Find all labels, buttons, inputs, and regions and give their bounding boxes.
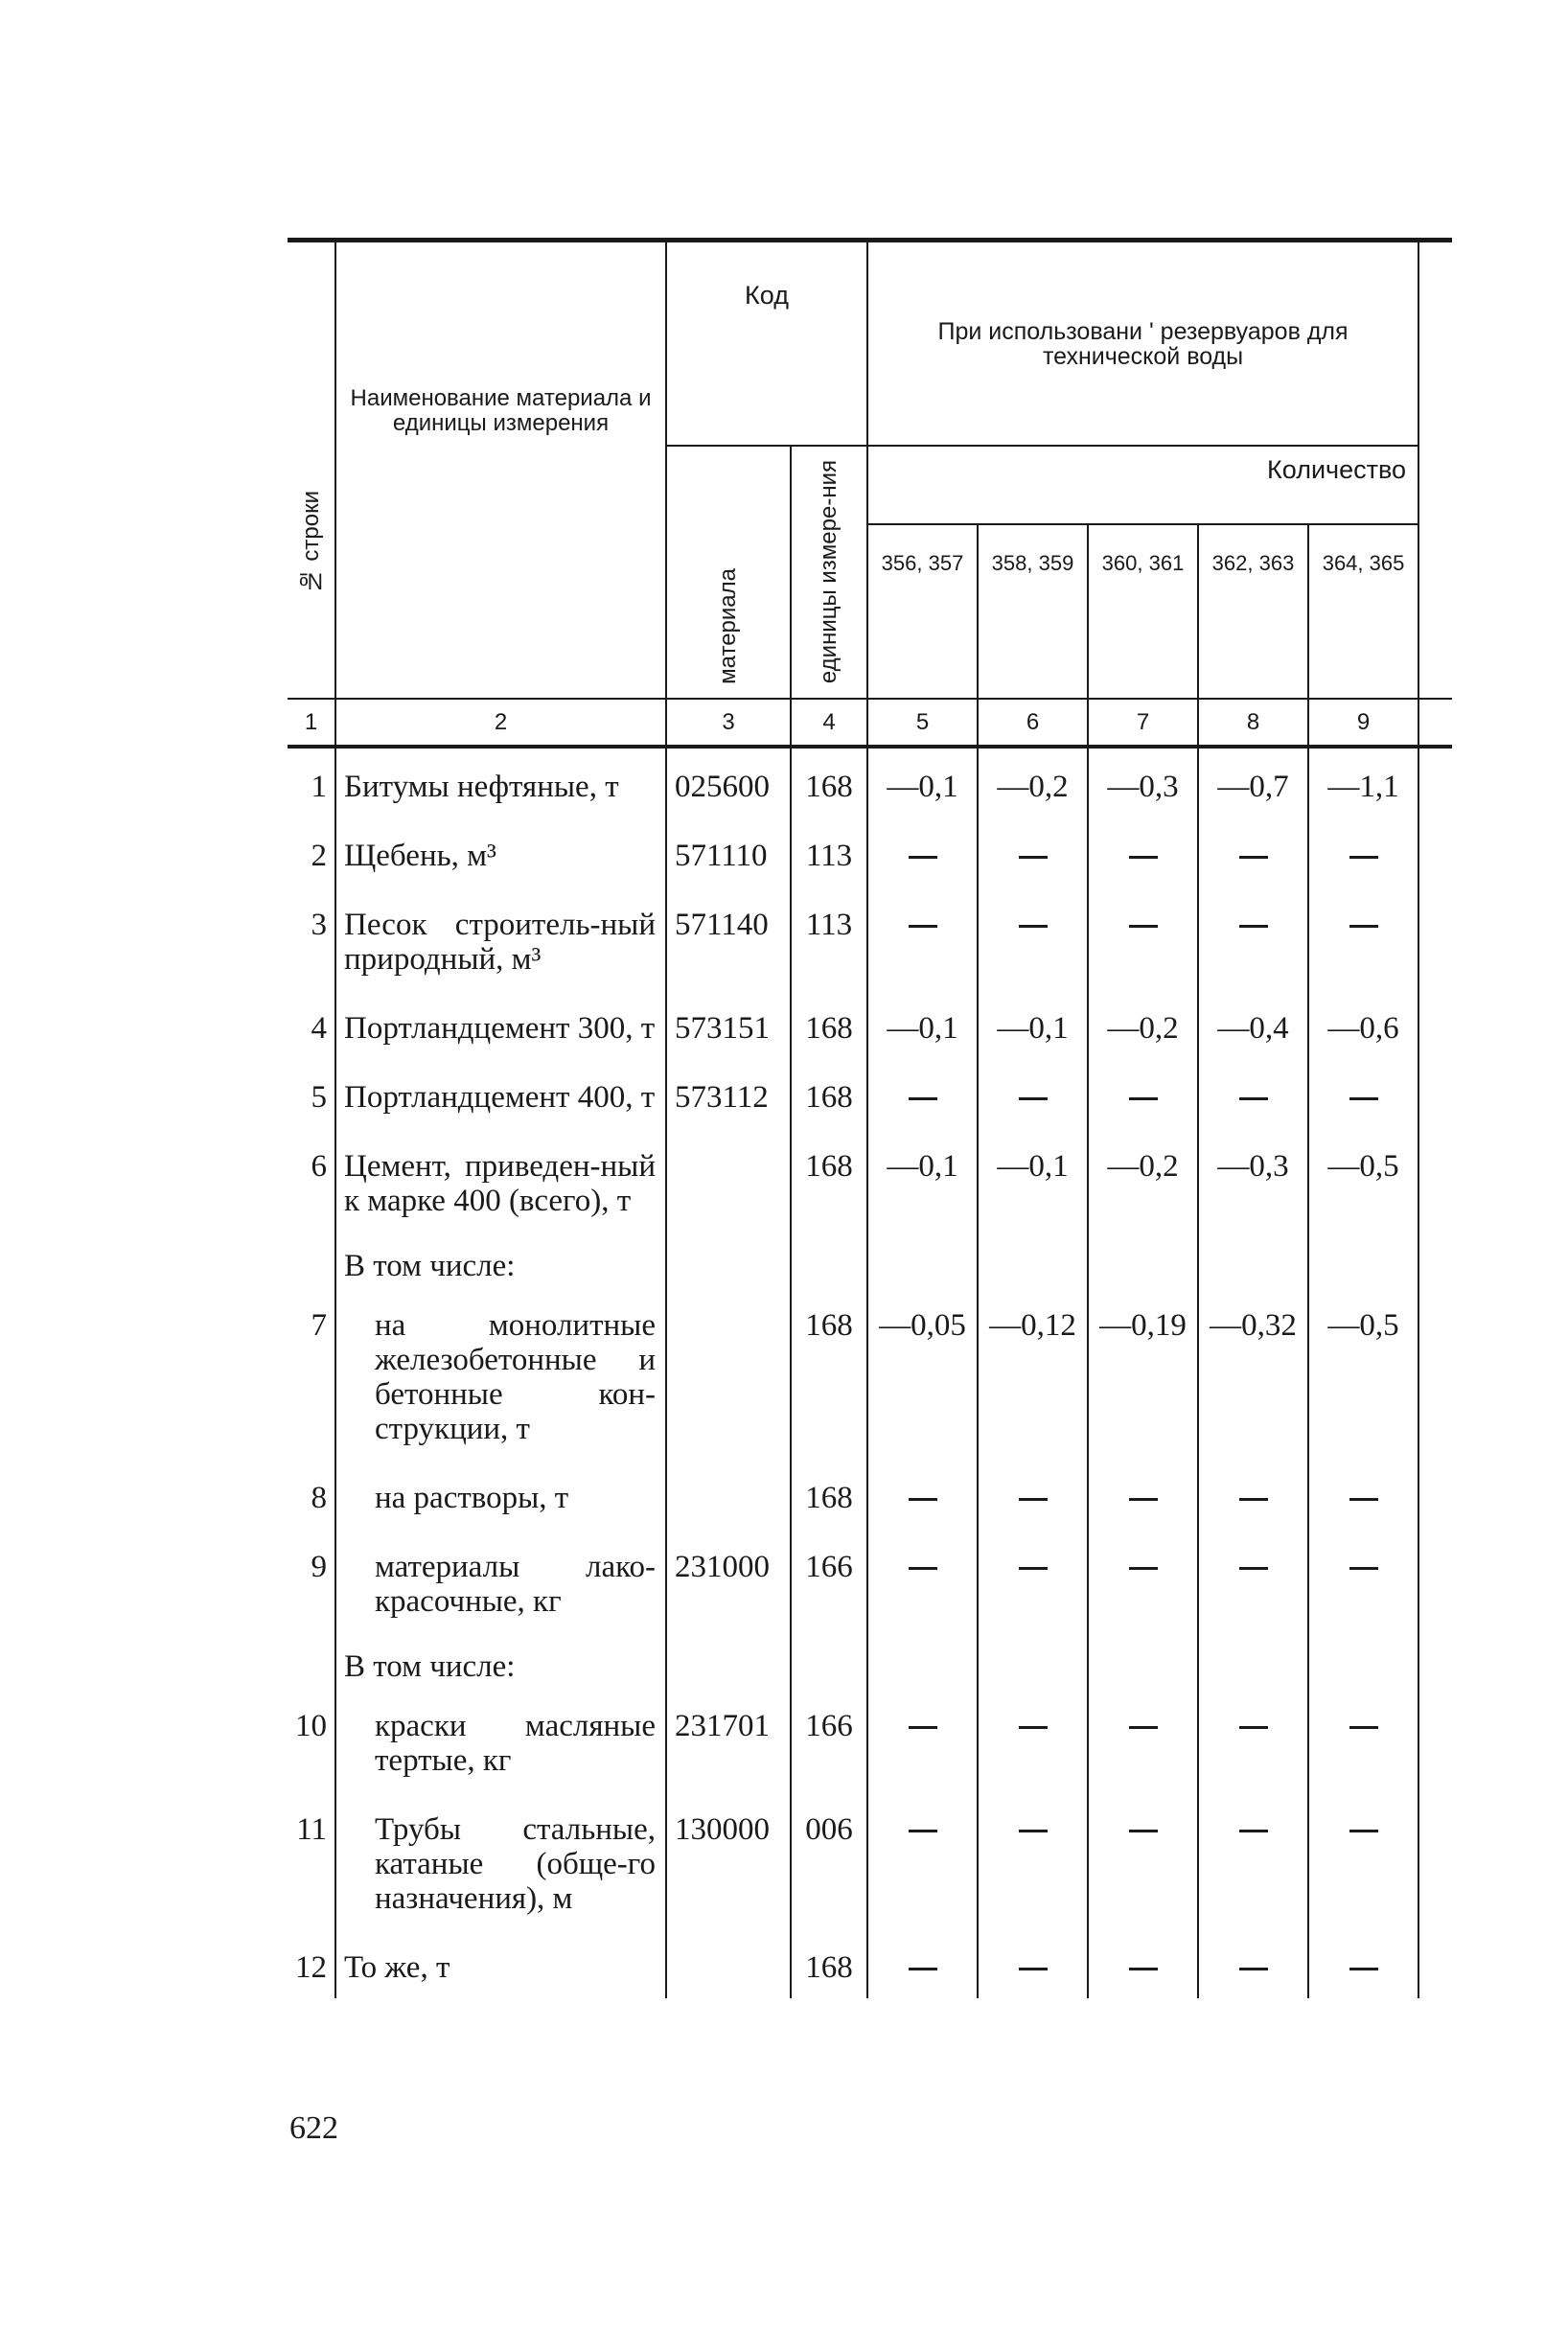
empty-dash bbox=[1019, 1567, 1048, 1570]
value-cell bbox=[1088, 1232, 1198, 1287]
empty-dash bbox=[909, 1968, 937, 1970]
row-number-cell: 12 bbox=[295, 1949, 327, 1985]
empty-dash bbox=[1129, 925, 1158, 928]
column-number-5: 5 bbox=[867, 699, 978, 747]
row-number-header-label: № строки bbox=[297, 490, 324, 593]
empty-dash bbox=[909, 1726, 937, 1729]
empty-dash bbox=[1129, 1968, 1158, 1970]
column-number-8: 8 bbox=[1198, 699, 1308, 747]
empty-dash bbox=[1019, 925, 1048, 928]
value-cell bbox=[978, 1529, 1088, 1632]
spacer-cell bbox=[1418, 1529, 1452, 1632]
subcol-header-8: 362, 363 bbox=[1198, 524, 1308, 698]
empty-dash bbox=[1239, 1498, 1268, 1501]
unit-code-cell: 006 bbox=[791, 1791, 867, 1929]
page-number: 622 bbox=[289, 2110, 338, 2146]
usage-header-continuation bbox=[1418, 241, 1452, 525]
value-cell: —0,32 bbox=[1198, 1287, 1308, 1460]
column-number-2: 2 bbox=[335, 699, 666, 747]
empty-dash bbox=[1019, 1498, 1048, 1501]
unit-code-cell: 113 bbox=[791, 818, 867, 887]
value-cell bbox=[1198, 1232, 1308, 1287]
empty-dash bbox=[909, 1097, 937, 1100]
row-number-cell: 5 bbox=[311, 1079, 327, 1115]
material-code-cell bbox=[666, 1460, 791, 1529]
table-row bbox=[288, 1929, 1452, 1998]
material-name-cell: Трубы стальные, катаные (обще-го назначения), м bbox=[335, 1791, 666, 1929]
table-row bbox=[288, 1128, 1452, 1232]
value-cell: —0,3 bbox=[1198, 1128, 1308, 1232]
value-cell bbox=[1198, 1791, 1308, 1929]
value-cell: —0,2 bbox=[1088, 990, 1198, 1059]
empty-dash bbox=[909, 856, 937, 859]
unit-code-cell: 168 bbox=[791, 1128, 867, 1232]
empty-dash bbox=[1239, 1097, 1268, 1100]
table-row bbox=[288, 1460, 1452, 1529]
empty-dash bbox=[1349, 1968, 1378, 1970]
value-cell bbox=[978, 1688, 1088, 1791]
spacer-cell bbox=[1418, 747, 1452, 818]
material-name-cell: на монолитные железобетонные и бетонные кон-струкции, т bbox=[335, 1287, 666, 1460]
value-cell bbox=[867, 818, 978, 887]
value-cell bbox=[1088, 818, 1198, 887]
name-header: Наименование материала и единицы измерения bbox=[335, 241, 666, 699]
value-cell bbox=[1308, 1232, 1418, 1287]
value-cell bbox=[1308, 1632, 1418, 1688]
value-cell: —0,1 bbox=[978, 1128, 1088, 1232]
material-code-cell: 130000 bbox=[666, 1791, 791, 1929]
spacer-cell bbox=[1418, 1287, 1452, 1460]
value-cell: —0,12 bbox=[978, 1287, 1088, 1460]
empty-dash bbox=[1019, 1968, 1048, 1970]
material-name-cell: Портландцемент 400, т bbox=[335, 1059, 666, 1128]
row-number-cell: 8 bbox=[311, 1480, 327, 1515]
empty-dash bbox=[1129, 1830, 1158, 1832]
row-number-header bbox=[288, 241, 335, 699]
unit-code-header-label: единицы измере-ния bbox=[816, 460, 842, 684]
row-number-cell: 1 bbox=[311, 769, 327, 804]
table-row bbox=[288, 887, 1452, 990]
empty-dash bbox=[1349, 1498, 1378, 1501]
spacer-cell bbox=[1418, 818, 1452, 887]
value-cell bbox=[1088, 1791, 1198, 1929]
material-code-cell bbox=[666, 1128, 791, 1232]
row-number-cell: 10 bbox=[295, 1708, 327, 1743]
row-number-cell: 2 bbox=[311, 838, 327, 873]
value-cell: —0,05 bbox=[867, 1287, 978, 1460]
column-number-1: 1 bbox=[288, 699, 335, 747]
table-row bbox=[288, 990, 1452, 1059]
value-cell bbox=[867, 1791, 978, 1929]
value-cell bbox=[867, 1232, 978, 1287]
value-cell: —0,2 bbox=[1088, 1128, 1198, 1232]
column-number-4: 4 bbox=[791, 699, 867, 747]
material-name-cell: Портландцемент 300, т bbox=[335, 990, 666, 1059]
row-number-cell: 6 bbox=[311, 1148, 327, 1184]
row-number-cell: 11 bbox=[296, 1811, 327, 1847]
empty-dash bbox=[1239, 1726, 1268, 1729]
empty-dash bbox=[909, 925, 937, 928]
table-row bbox=[288, 818, 1452, 887]
material-code-cell: 231000 bbox=[666, 1529, 791, 1632]
value-cell bbox=[1088, 1460, 1198, 1529]
spacer-cell bbox=[1418, 990, 1452, 1059]
unit-code-cell: 168 bbox=[791, 1929, 867, 1998]
row-number-cell bbox=[288, 1232, 335, 1287]
value-cell bbox=[978, 1929, 1088, 1998]
empty-dash bbox=[1349, 1830, 1378, 1832]
value-cell bbox=[1198, 887, 1308, 990]
column-number-spacer bbox=[1418, 699, 1452, 747]
material-code-cell bbox=[666, 1929, 791, 1998]
value-cell bbox=[978, 818, 1088, 887]
value-cell bbox=[1088, 1632, 1198, 1688]
column-number-3: 3 bbox=[666, 699, 791, 747]
value-cell bbox=[1088, 1929, 1198, 1998]
value-cell bbox=[1308, 1791, 1418, 1929]
value-cell bbox=[978, 1232, 1088, 1287]
empty-dash bbox=[909, 1830, 937, 1832]
spacer-cell bbox=[1418, 1128, 1452, 1232]
value-cell bbox=[867, 1529, 978, 1632]
material-code-cell: 571110 bbox=[666, 818, 791, 887]
value-cell bbox=[1198, 818, 1308, 887]
value-cell: —0,3 bbox=[1088, 747, 1198, 818]
material-code-header-label: материала bbox=[715, 567, 741, 684]
value-cell: —0,2 bbox=[978, 747, 1088, 818]
value-cell: —0,1 bbox=[867, 990, 978, 1059]
empty-dash bbox=[1349, 1567, 1378, 1570]
row-number-cell bbox=[288, 1632, 335, 1688]
spacer-cell bbox=[1418, 1059, 1452, 1128]
value-cell bbox=[867, 887, 978, 990]
material-code-cell: 025600 bbox=[666, 747, 791, 818]
empty-dash bbox=[1019, 1097, 1048, 1100]
table-row bbox=[288, 1287, 1452, 1460]
subcol-header-9: 364, 365 bbox=[1308, 524, 1418, 698]
value-cell: —0,6 bbox=[1308, 990, 1418, 1059]
unit-code-cell: 168 bbox=[791, 1287, 867, 1460]
empty-dash bbox=[1239, 925, 1268, 928]
material-code-cell bbox=[666, 1287, 791, 1460]
empty-dash bbox=[1129, 1097, 1158, 1100]
value-cell bbox=[1088, 1059, 1198, 1128]
value-cell bbox=[978, 1460, 1088, 1529]
table-row bbox=[288, 1059, 1452, 1128]
value-cell: —0,1 bbox=[867, 1128, 978, 1232]
unit-code-cell: 166 bbox=[791, 1529, 867, 1632]
value-cell bbox=[1308, 1460, 1418, 1529]
value-cell bbox=[1088, 1529, 1198, 1632]
empty-dash bbox=[1349, 856, 1378, 859]
value-cell bbox=[1088, 887, 1198, 990]
unit-code-cell: 168 bbox=[791, 990, 867, 1059]
value-cell: —0,1 bbox=[978, 990, 1088, 1059]
value-cell bbox=[867, 1632, 978, 1688]
row-number-cell: 3 bbox=[311, 907, 327, 942]
value-cell bbox=[1308, 887, 1418, 990]
material-name-cell: материалы лако-красочные, кг bbox=[335, 1529, 666, 1632]
unit-code-header bbox=[791, 446, 867, 699]
empty-dash bbox=[1239, 1830, 1268, 1832]
table-row bbox=[288, 1529, 1452, 1632]
material-name-cell: То же, т bbox=[335, 1929, 666, 1998]
spacer-cell bbox=[1418, 1929, 1452, 1998]
value-cell bbox=[978, 1059, 1088, 1128]
material-code-cell: 573112 bbox=[666, 1059, 791, 1128]
subtitle-cell: В том числе: bbox=[335, 1632, 666, 1688]
material-name-cell: на растворы, т bbox=[335, 1460, 666, 1529]
material-name-cell: Битумы нефтяные, т bbox=[335, 747, 666, 818]
table-body bbox=[288, 747, 1452, 1998]
value-cell: —0,5 bbox=[1308, 1287, 1418, 1460]
material-code-cell bbox=[666, 1632, 791, 1688]
empty-dash bbox=[1019, 856, 1048, 859]
value-cell bbox=[1308, 1929, 1418, 1998]
value-cell bbox=[978, 1632, 1088, 1688]
code-header: Код bbox=[666, 241, 867, 446]
material-code-cell: 573151 bbox=[666, 990, 791, 1059]
subtitle-cell: В том числе: bbox=[335, 1232, 666, 1287]
material-name-cell: Цемент, приведен-ный к марке 400 (всего), т bbox=[335, 1128, 666, 1232]
value-cell bbox=[1088, 1688, 1198, 1791]
material-name-cell: Песок строитель-ный природный, м³ bbox=[335, 887, 666, 990]
spacer-cell bbox=[1418, 887, 1452, 990]
value-cell bbox=[1308, 1688, 1418, 1791]
empty-dash bbox=[1239, 1567, 1268, 1570]
subcol-header-5: 356, 357 bbox=[867, 524, 978, 698]
column-number-6: 6 bbox=[978, 699, 1088, 747]
row-number-cell: 7 bbox=[311, 1307, 327, 1343]
quantity-header: Количество bbox=[867, 446, 1418, 525]
value-cell bbox=[867, 1688, 978, 1791]
empty-dash bbox=[1129, 1726, 1158, 1729]
value-cell bbox=[1198, 1529, 1308, 1632]
subcol-header-spacer bbox=[1418, 524, 1452, 698]
spacer-cell bbox=[1418, 1632, 1452, 1688]
subcol-header-6: 358, 359 bbox=[978, 524, 1088, 698]
material-code-cell bbox=[666, 1232, 791, 1287]
value-cell: —0,7 bbox=[1198, 747, 1308, 818]
value-cell bbox=[867, 1929, 978, 1998]
table-row bbox=[288, 1688, 1452, 1791]
value-cell bbox=[978, 887, 1088, 990]
spacer-cell bbox=[1418, 1460, 1452, 1529]
value-cell: —0,19 bbox=[1088, 1287, 1198, 1460]
empty-dash bbox=[909, 1567, 937, 1570]
value-cell: —1,1 bbox=[1308, 747, 1418, 818]
empty-dash bbox=[1129, 856, 1158, 859]
empty-dash bbox=[1019, 1830, 1048, 1832]
material-name-cell: Щебень, м³ bbox=[335, 818, 666, 887]
materials-table bbox=[288, 238, 1452, 1998]
empty-dash bbox=[1239, 856, 1268, 859]
value-cell bbox=[1198, 1460, 1308, 1529]
value-cell: —0,5 bbox=[1308, 1128, 1418, 1232]
spacer-cell bbox=[1418, 1688, 1452, 1791]
empty-dash bbox=[1349, 925, 1378, 928]
value-cell bbox=[1198, 1929, 1308, 1998]
usage-header: При использовани ' резервуаров для технической воды bbox=[867, 241, 1418, 446]
unit-code-cell: 168 bbox=[791, 1059, 867, 1128]
table-row bbox=[288, 1791, 1452, 1929]
empty-dash bbox=[1129, 1567, 1158, 1570]
unit-code-cell bbox=[791, 1632, 867, 1688]
empty-dash bbox=[1239, 1968, 1268, 1970]
empty-dash bbox=[1019, 1726, 1048, 1729]
unit-code-cell: 113 bbox=[791, 887, 867, 990]
unit-code-cell: 168 bbox=[791, 747, 867, 818]
unit-code-cell bbox=[791, 1232, 867, 1287]
material-name-cell: краски масляные тертые, кг bbox=[335, 1688, 666, 1791]
value-cell bbox=[1308, 818, 1418, 887]
material-code-header bbox=[666, 446, 791, 699]
empty-dash bbox=[1129, 1498, 1158, 1501]
empty-dash bbox=[909, 1498, 937, 1501]
value-cell bbox=[1308, 1059, 1418, 1128]
column-number-7: 7 bbox=[1088, 699, 1198, 747]
unit-code-cell: 168 bbox=[791, 1460, 867, 1529]
subtitle-row bbox=[288, 1232, 1452, 1287]
value-cell bbox=[1198, 1688, 1308, 1791]
value-cell: —0,4 bbox=[1198, 990, 1308, 1059]
value-cell bbox=[867, 1059, 978, 1128]
table-row bbox=[288, 747, 1452, 818]
unit-code-cell: 166 bbox=[791, 1688, 867, 1791]
spacer-cell bbox=[1418, 1791, 1452, 1929]
material-code-cell: 571140 bbox=[666, 887, 791, 990]
subcol-header-7: 360, 361 bbox=[1088, 524, 1198, 698]
subtitle-row bbox=[288, 1632, 1452, 1688]
value-cell: —0,1 bbox=[867, 747, 978, 818]
material-code-cell: 231701 bbox=[666, 1688, 791, 1791]
value-cell bbox=[1308, 1529, 1418, 1632]
spacer-cell bbox=[1418, 1232, 1452, 1287]
row-number-cell: 4 bbox=[311, 1010, 327, 1046]
column-number-9: 9 bbox=[1308, 699, 1418, 747]
empty-dash bbox=[1349, 1726, 1378, 1729]
value-cell bbox=[978, 1791, 1088, 1929]
row-number-cell: 9 bbox=[311, 1549, 327, 1584]
value-cell bbox=[867, 1460, 978, 1529]
value-cell bbox=[1198, 1059, 1308, 1128]
value-cell bbox=[1198, 1632, 1308, 1688]
empty-dash bbox=[1349, 1097, 1378, 1100]
